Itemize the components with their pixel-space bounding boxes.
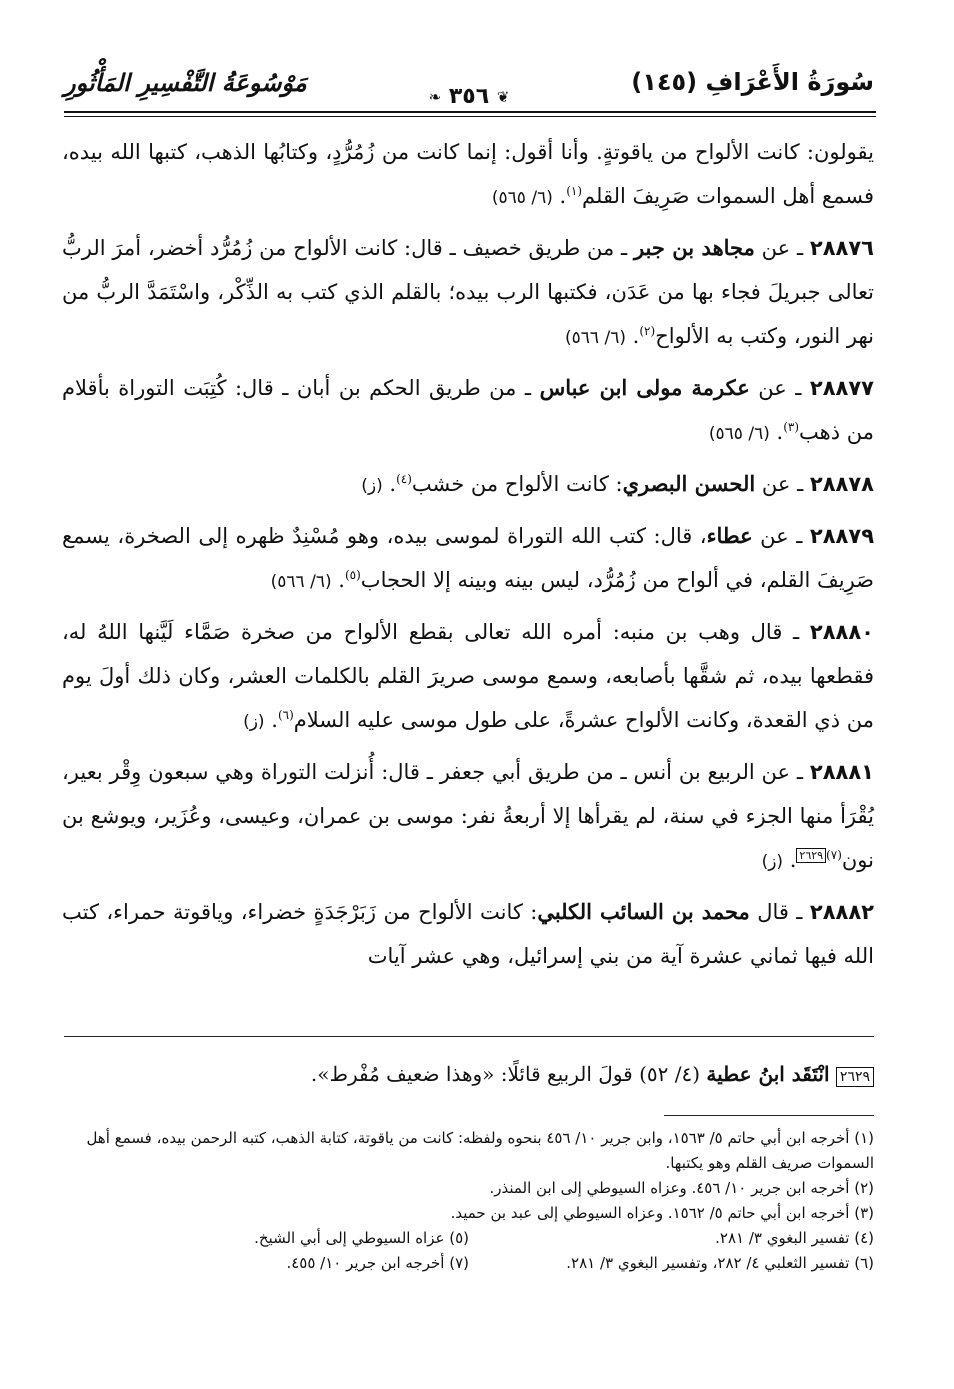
paragraph-text: ـ من طريق الحكم بن أبان ـ قال: كُتِبَت التوراة بأقلام من ذهب xyxy=(62,376,874,444)
volume-reference: (ز) xyxy=(361,476,383,496)
footnote-marker: (١) xyxy=(566,184,583,198)
narrator-name: الحسن البصري xyxy=(622,471,756,496)
footnote-rule xyxy=(664,1115,874,1116)
narration-prefix: ـ عن xyxy=(761,760,804,784)
paragraph-text: ـ من طريق خصيف ـ قال: كانت الألواح من زُمُرُّد أخضر، أمرَ الربُّ تعالى جبريلَ فجاء بها من عَدَن، فكتبها الرب بيده؛ بالقلم الذي كتب به الذِّكْر، واسْتَمَدَّ الربُّ من نهر النور، وكتب به الألواح xyxy=(62,236,874,348)
note-box-marker: ٢٦٢٩ xyxy=(796,848,826,863)
footnote-row xyxy=(64,1251,874,1276)
page-header xyxy=(64,66,874,109)
footnote-1: (١) أخرجه ابن أبي حاتم ٥/ ١٥٦٣، وابن جرير ١٠/ ٤٥٦ بنحوه ولفظه: كانت من ياقوتة، كتابة الذهب، كتبه الرحمن بيده، فسمع أهل السموات صريف القلم وهو يكتبها. xyxy=(86,1129,874,1172)
narration-prefix: ـ عن xyxy=(761,236,804,260)
footnote-marker: (٧) xyxy=(826,848,842,862)
narration-number: ٢٨٨٨١ xyxy=(809,760,874,784)
surah-title: سُورَةُ الأَعْرَافِ (١٤٥) xyxy=(631,68,874,96)
paragraph-text: : كانت الألواح من خشب xyxy=(411,472,623,496)
narration-28879: ٢٨٨٧٩ ـ عن عطاء، قال: كتب الله التوراة لموسى بيده، وهو مُسْنِدٌ ظهره إلى الصخرة، يسمع صَرِيفَ القلم، في ألواح من زُمُرُّد، ليس بينه وبينه إلا الحجاب$^{(٥)}$. (٦/ ٥٦٦) xyxy=(62,523,875,592)
note-box-number: ٢٦٢٩ xyxy=(836,1067,874,1087)
narrator-name: عطاء xyxy=(706,523,753,548)
main-text xyxy=(62,130,874,984)
volume-reference: (ز) xyxy=(243,712,265,732)
narrator-name: عكرمة مولى ابن عباس xyxy=(539,375,750,400)
ornament-icon: ❧ xyxy=(428,88,442,106)
footnote-row xyxy=(64,1226,874,1251)
ornament-icon: ❦ xyxy=(496,88,510,106)
narration-prefix: ـ قال xyxy=(750,620,800,644)
volume-reference: (ز) xyxy=(761,852,784,872)
note-reference: (٤/ ٥٢) xyxy=(639,1062,701,1086)
narration-28882 xyxy=(62,890,874,978)
narration-prefix: ـ عن xyxy=(758,376,802,400)
volume-reference: (٦/ ٥٦٥) xyxy=(708,424,770,444)
paragraph-text: : أمره الله تعالى بقطع الألواح من صخرة صَمَّاء لَيَّنها اللهُ له، فقطعها بيده، ثم شقَّها بأصابعه، وسمع موسى صريرَ القلم بالكلمات العشر، وكان ذلك أولَ يوم من ذي القعدة، وكانت الألواح عشرةً، على طول موسى عليه السلام xyxy=(62,620,874,732)
narration-28877: ٢٨٨٧٧ ـ عن عكرمة مولى ابن عباس ـ من طريق الحكم بن أبان ـ قال: كُتِبَت التوراة بأقلام من ذهب$^{(٣)}$. (٦/ ٥٦٥) xyxy=(62,375,874,444)
book-title: مَوْسُوعَةُ التَّفْسِيرِ المَأْثُورِ xyxy=(64,68,307,97)
paragraph-continuation: يقولون: كانت الألواح من ياقوتةٍ. وأنا أقول: إنما كانت من زُمُرُّدٍ، وكتابُها الذهب، كتبها الله بيده، فسمع أهل السموات صَرِيفَ القلم$^{(١)}$. (٦/ ٥٦٥) xyxy=(62,140,874,208)
paragraph-text: ـ من طريق أبي جعفر ـ قال: أُنزلت التوراة وهي سبعون وِقْر بعير، يُقْرَأ منها الجزء في سنة، لم يقرأها إلا أربعةُ نفر: موسى بن عمران، وعيسى، وعُزَير، ويوشع بن نون xyxy=(62,760,874,872)
narration-28881: ٢٨٨٨١ ـ عن الربيع بن أنس ـ من طريق أبي جعفر ـ قال: أُنزلت التوراة وهي سبعون وِقْر بعير، يُقْرَأ منها الجزء في سنة، لم يقرأها إلا أربعةُ نفر: موسى بن عمران، وعيسى، وعُزَير، ويوشع بن نون$^{(٧)}$٢٦٢٩. (ز) xyxy=(62,760,874,872)
footnote-5: (٥) عزاه السيوطي إلى أبي الشيخ. xyxy=(254,1229,469,1247)
footnote-6: (٦) تفسير الثعلبي ٤/ ٢٨٢، وتفسير البغوي ٣/ ٢٨١. xyxy=(566,1254,874,1272)
footnote-marker: (٣) xyxy=(783,420,800,434)
narrator-name: محمد بن السائب الكلبي xyxy=(537,899,750,924)
paragraph-text: : كانت الألواح من زَبَرْجَدَةٍ خضراء، وياقوتة حمراء، كتب الله فيها ثماني عشرة آية من بني إسرائيل، وهي عشر آيات xyxy=(62,900,874,968)
narration-number: ٢٨٨٧٦ xyxy=(809,236,874,260)
header-rule xyxy=(64,111,876,113)
narration-28876: ٢٨٨٧٦ ـ عن مجاهد بن جبر ـ من طريق خصيف ـ قال: كانت الألواح من زُمُرُّد أخضر، أمرَ الربُّ تعالى جبريلَ فجاء بها من عَدَن، فكتبها الرب بيده؛ بالقلم الذي كتب به الذِّكْر، واسْتَمَدَّ الربُّ من نهر النور، وكتب به الألواح$^{(٢)}$. (٦/ ٥٦٦) xyxy=(62,235,874,348)
narrator-name: مجاهد بن جبر xyxy=(633,235,755,260)
footnote-marker: (٦) xyxy=(277,708,294,722)
narration-prefix: ـ عن xyxy=(760,524,803,548)
editorial-note xyxy=(64,1058,874,1090)
volume-reference: (٦/ ٥٦٦) xyxy=(565,328,626,348)
footnote-marker: (٥) xyxy=(344,568,361,582)
narration-prefix: ـ قال xyxy=(757,900,803,924)
page-number: ٣٥٦ xyxy=(448,84,490,109)
footnote-2: (٢) أخرجه ابن جرير ١٠/ ٤٥٦. وعزاه السيوطي إلى ابن المنذر. xyxy=(489,1179,874,1197)
narrator-name: الربيع بن أنس xyxy=(633,760,755,784)
narration-28878: ٢٨٨٧٨ ـ عن الحسن البصري: كانت الألواح من خشب$^{(٤)}$. (ز) xyxy=(361,471,874,496)
narration-28880: ٢٨٨٨٠ ـ قال وهب بن منبه: أمره الله تعالى بقطع الألواح من صخرة صَمَّاء لَيَّنها اللهُ له، فقطعها بيده، ثم شقَّها بأصابعه، وسمع موسى صريرَ القلم بالكلمات العشر، وكان ذلك أولَ يوم من ذي القعدة، وكانت الألواح عشرةً، على طول موسى عليه السلام$^{(٦)}$. (ز) xyxy=(62,620,874,732)
volume-reference: (٦/ ٥٦٦) xyxy=(270,572,332,592)
narrator-name: وهب بن منبه xyxy=(619,620,740,644)
footnote-7: (٧) أخرجه ابن جرير ١٠/ ٤٥٥. xyxy=(286,1254,469,1272)
note-rule xyxy=(64,1036,874,1037)
narration-number: ٢٨٨٨٢ xyxy=(809,900,874,924)
footnotes xyxy=(64,1126,874,1276)
footnote-marker: (٤) xyxy=(396,472,412,486)
footnote-4: (٤) تفسير البغوي ٣/ ٢٨١. xyxy=(715,1229,874,1247)
page-number-block xyxy=(423,84,516,109)
narration-prefix: ـ عن xyxy=(761,472,804,496)
note-text: قولَ الربيع قائلًا: «وهذا ضعيف مُفْرط». xyxy=(310,1062,633,1086)
footnote-marker: (٢) xyxy=(639,324,656,338)
narration-number: ٢٨٨٧٧ xyxy=(809,376,874,400)
narration-number: ٢٨٨٨٠ xyxy=(809,620,874,644)
volume-reference: (٦/ ٥٦٥) xyxy=(491,188,553,208)
narration-number: ٢٨٨٧٨ xyxy=(809,472,874,496)
footnote-3: (٣) أخرجه ابن أبي حاتم ٥/ ١٥٦٢. وعزاه السيوطي إلى عبد بن حميد. xyxy=(450,1204,874,1222)
note-author: انْتَقَد ابنُ عطية xyxy=(706,1062,830,1086)
paragraph-text: يقولون: كانت الألواح من ياقوتةٍ. وأنا أقول: إنما كانت من زُمُرُّدٍ، وكتابُها الذهب، كتبها الله بيده، فسمع أهل السموات صَرِيفَ القلم xyxy=(62,140,874,208)
paragraph-text: ، قال: كتب الله التوراة لموسى بيده، وهو مُسْنِدٌ ظهره إلى الصخرة، يسمع صَرِيفَ القلم، في ألواح من زُمُرُّد، ليس بينه وبينه إلا الحجاب xyxy=(62,524,874,592)
narration-number: ٢٨٨٧٩ xyxy=(809,524,875,548)
header-rule-thin xyxy=(64,116,876,117)
